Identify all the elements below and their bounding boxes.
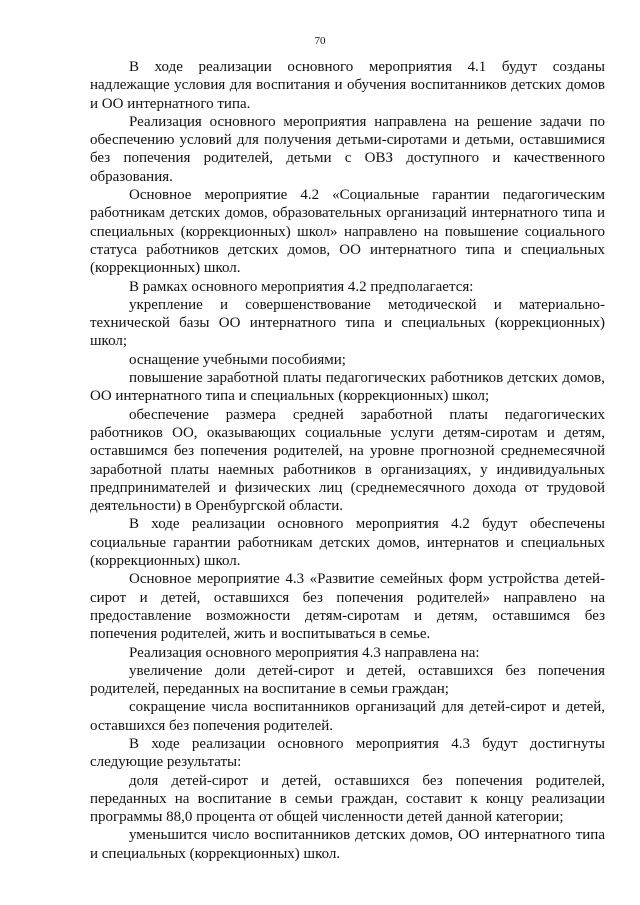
paragraph: Основное мероприятие 4.2 «Социальные гарантии педагогическим работникам детских домов, образовательных организаций интернатного типа и специальных (коррекционных) школ» направлено на повышение социального статуса работников детских домов, ОО интернатного типа и специальных (коррекционных) школ. <box>90 187 605 277</box>
paragraph: Реализация основного мероприятия 4.3 направлена на: <box>129 644 480 661</box>
paragraph: В рамках основного мероприятия 4.2 предполагается: <box>129 278 474 295</box>
list-item: доля детей-сирот и детей, оставшихся без попечения родителей, переданных на воспитание в семьи граждан, составит к концу реализации программы 88,0 процента от общей численности детей данной категории; <box>90 772 605 826</box>
list-item: оснащение учебными пособиями; <box>129 351 346 368</box>
paragraph: Реализация основного мероприятия направлена на решение задачи по обеспечению условий для получения детьми-сиротами и детьми, оставшимися без попечения родителей, детьми с ОВЗ доступного и качественного образования. <box>90 113 605 185</box>
list-item: укрепление и совершенствование методической и материально-технической базы ОО интернатного типа и специальных (коррекционных) школ; <box>90 296 605 350</box>
paragraph: В ходе реализации основного мероприятия 4.1 будут созданы надлежащие условия для воспитания и обучения воспитанников детских домов и ОО интернатного типа. <box>90 59 605 112</box>
paragraph: Основное мероприятие 4.3 «Развитие семейных форм устройства детей-сирот и детей, оставшихся без попечения родителей» направлено на предоставление возможности детям-сиротам и детям, оставшимся без попечения родителей, жить и воспитываться в семье. <box>90 571 605 643</box>
list-item: сокращение числа воспитанников организаций для детей-сирот и детей, оставшихся без попечения родителей. <box>90 699 605 734</box>
paragraph: В ходе реализации основного мероприятия 4.2 будут обеспечены социальные гарантии работникам детских домов, интернатов и специальных (коррекционных) школ. <box>90 516 605 570</box>
list-item: увеличение доли детей-сирот и детей, оставшихся без попечения родителей, переданных на воспитание в семьи граждан; <box>90 662 605 698</box>
page-number: 70 <box>314 35 326 47</box>
paragraph: В ходе реализации основного мероприятия 4.3 будут достигнуты следующие результаты: <box>90 735 605 771</box>
document-body <box>90 58 605 863</box>
list-item: обеспечение размера средней заработной платы педагогических работников ОО, оказывающих социальные услуги детям-сиротам и детям, оставшимся без попечения родителей, на уровне прогнозной среднемесячной заработной платы наемных работников в организациях, у индивидуальных предпринимателей и физических лиц (среднемесячного дохода от трудовой деятельности) в Оренбургской области. <box>90 406 605 515</box>
list-item: повышение заработной платы педагогических работников детских домов, ОО интернатного типа и специальных (коррекционных) школ; <box>90 370 605 405</box>
list-item: уменьшится число воспитанников детских домов, ОО интернатного типа и специальных (коррекционных) школ. <box>90 827 605 862</box>
